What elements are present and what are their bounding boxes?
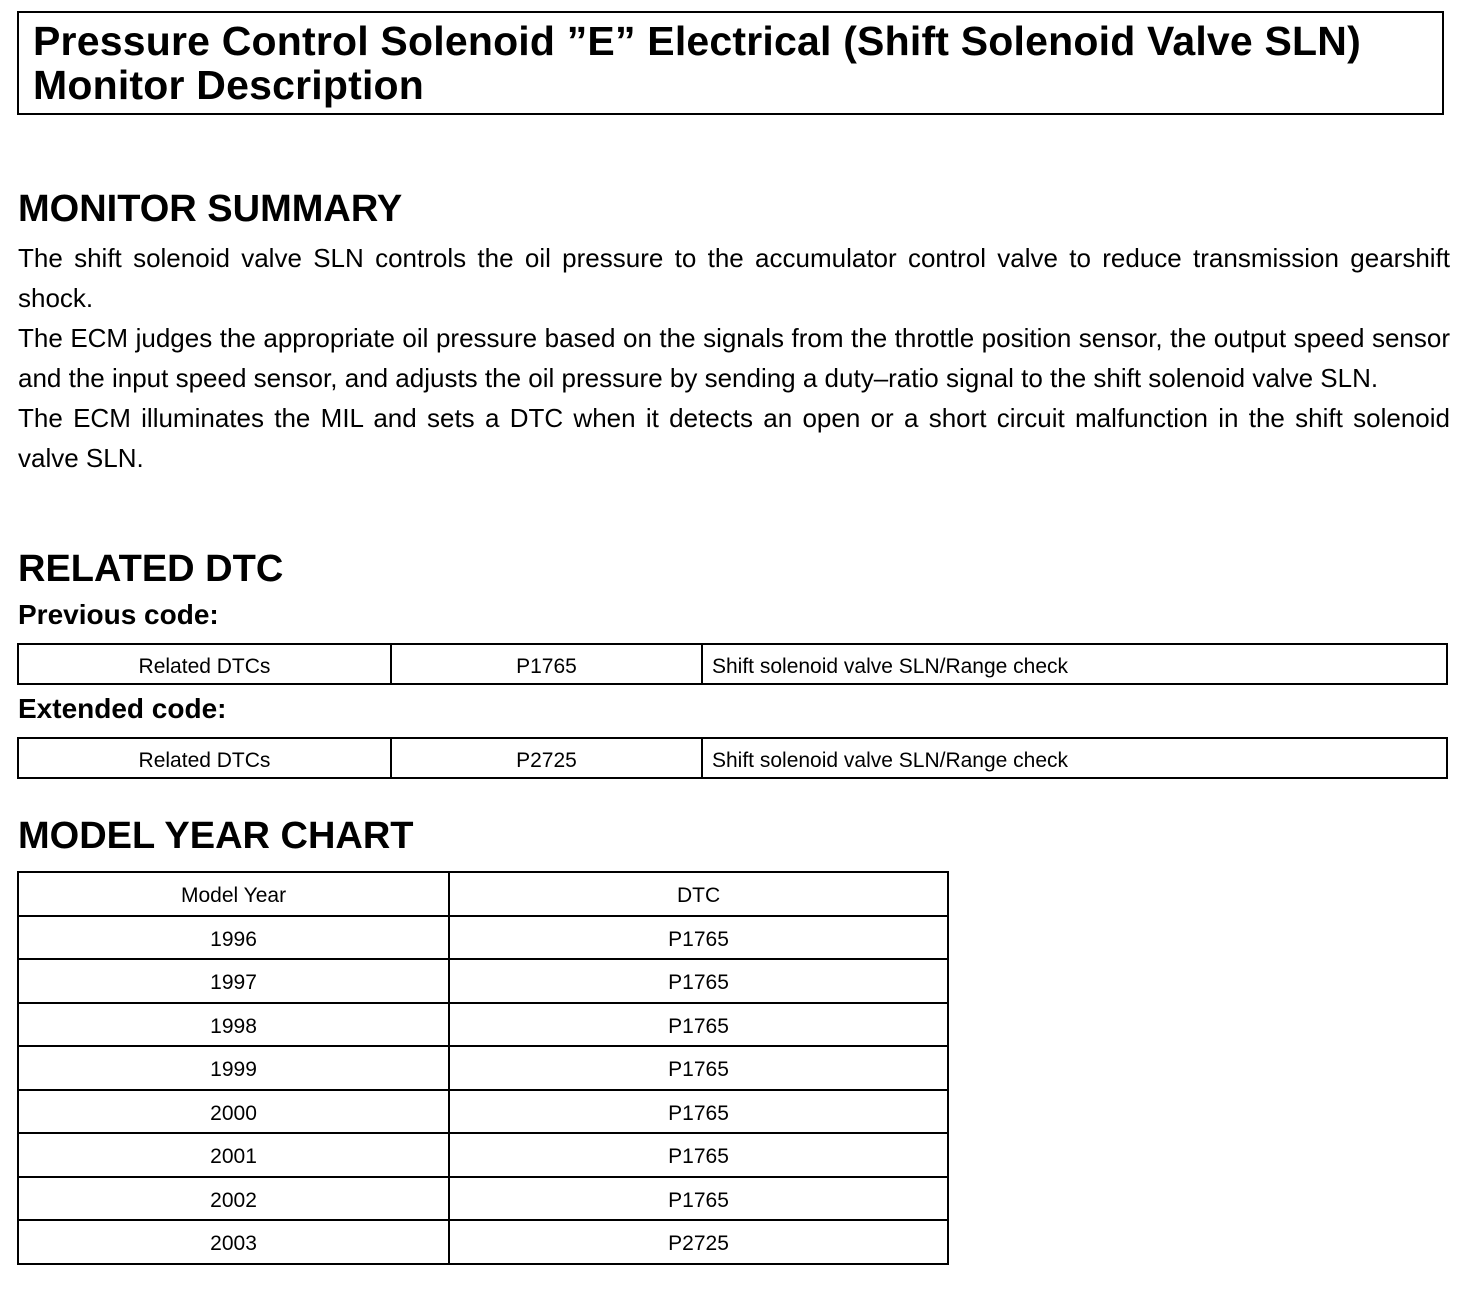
dtc-description: Shift solenoid valve SLN/Range check xyxy=(702,644,1447,684)
model-year-cell: 2001 xyxy=(18,1133,449,1177)
dtc-header: DTC xyxy=(449,872,948,916)
table-header-row xyxy=(18,872,948,916)
table-row xyxy=(18,1046,948,1090)
table-row xyxy=(18,1090,948,1134)
table-row xyxy=(18,1133,948,1177)
model-year-chart-heading: MODEL YEAR CHART xyxy=(18,815,414,857)
related-dtcs-label: Related DTCs xyxy=(18,738,391,778)
previous-code-table xyxy=(17,643,1448,685)
dtc-cell: P1765 xyxy=(449,1046,948,1090)
page-title: Pressure Control Solenoid ”E” Electrical (Shift Solenoid Valve SLN) Monitor Description xyxy=(33,18,1361,108)
related-dtc-heading: RELATED DTC xyxy=(18,548,284,590)
table-row xyxy=(18,916,948,960)
model-year-cell: 1999 xyxy=(18,1046,449,1090)
model-year-cell: 1996 xyxy=(18,916,449,960)
monitor-summary-heading: MONITOR SUMMARY xyxy=(18,188,403,230)
model-year-cell: 2002 xyxy=(18,1177,449,1221)
table-row xyxy=(18,738,1447,778)
table-row xyxy=(18,1220,948,1264)
related-dtcs-label: Related DTCs xyxy=(18,644,391,684)
dtc-code: P2725 xyxy=(391,738,702,778)
table-row xyxy=(18,1003,948,1047)
table-row xyxy=(18,1177,948,1221)
title-box xyxy=(17,11,1444,115)
extended-code-label: Extended code: xyxy=(18,693,227,724)
summary-paragraph-2: The ECM judges the appropriate oil pressure based on the signals from the throttle position sensor, the output speed sensor and the input speed sensor, and adjusts the oil pressure by sending a duty–ratio signal to the shift solenoid valve SLN. xyxy=(18,323,1450,393)
summary-paragraph-1: The shift solenoid valve SLN controls the oil pressure to the accumulator control valve to reduce transmission gearshift shock. xyxy=(18,243,1450,313)
model-year-cell: 1997 xyxy=(18,959,449,1003)
table-row xyxy=(18,644,1447,684)
model-year-table xyxy=(17,871,949,1265)
previous-code-label: Previous code: xyxy=(18,599,219,630)
model-year-cell: 2000 xyxy=(18,1090,449,1134)
dtc-cell: P1765 xyxy=(449,916,948,960)
dtc-cell: P1765 xyxy=(449,1090,948,1134)
model-year-header: Model Year xyxy=(18,872,449,916)
model-year-cell: 2003 xyxy=(18,1220,449,1264)
dtc-cell: P1765 xyxy=(449,1133,948,1177)
dtc-cell: P1765 xyxy=(449,959,948,1003)
table-row xyxy=(18,959,948,1003)
monitor-summary-text xyxy=(18,238,1450,478)
extended-code-table xyxy=(17,737,1448,779)
dtc-description: Shift solenoid valve SLN/Range check xyxy=(702,738,1447,778)
dtc-cell: P1765 xyxy=(449,1003,948,1047)
dtc-cell: P2725 xyxy=(449,1220,948,1264)
summary-paragraph-3: The ECM illuminates the MIL and sets a DTC when it detects an open or a short circuit malfunction in the shift solenoid valve SLN. xyxy=(18,403,1450,473)
dtc-code: P1765 xyxy=(391,644,702,684)
model-year-cell: 1998 xyxy=(18,1003,449,1047)
dtc-cell: P1765 xyxy=(449,1177,948,1221)
